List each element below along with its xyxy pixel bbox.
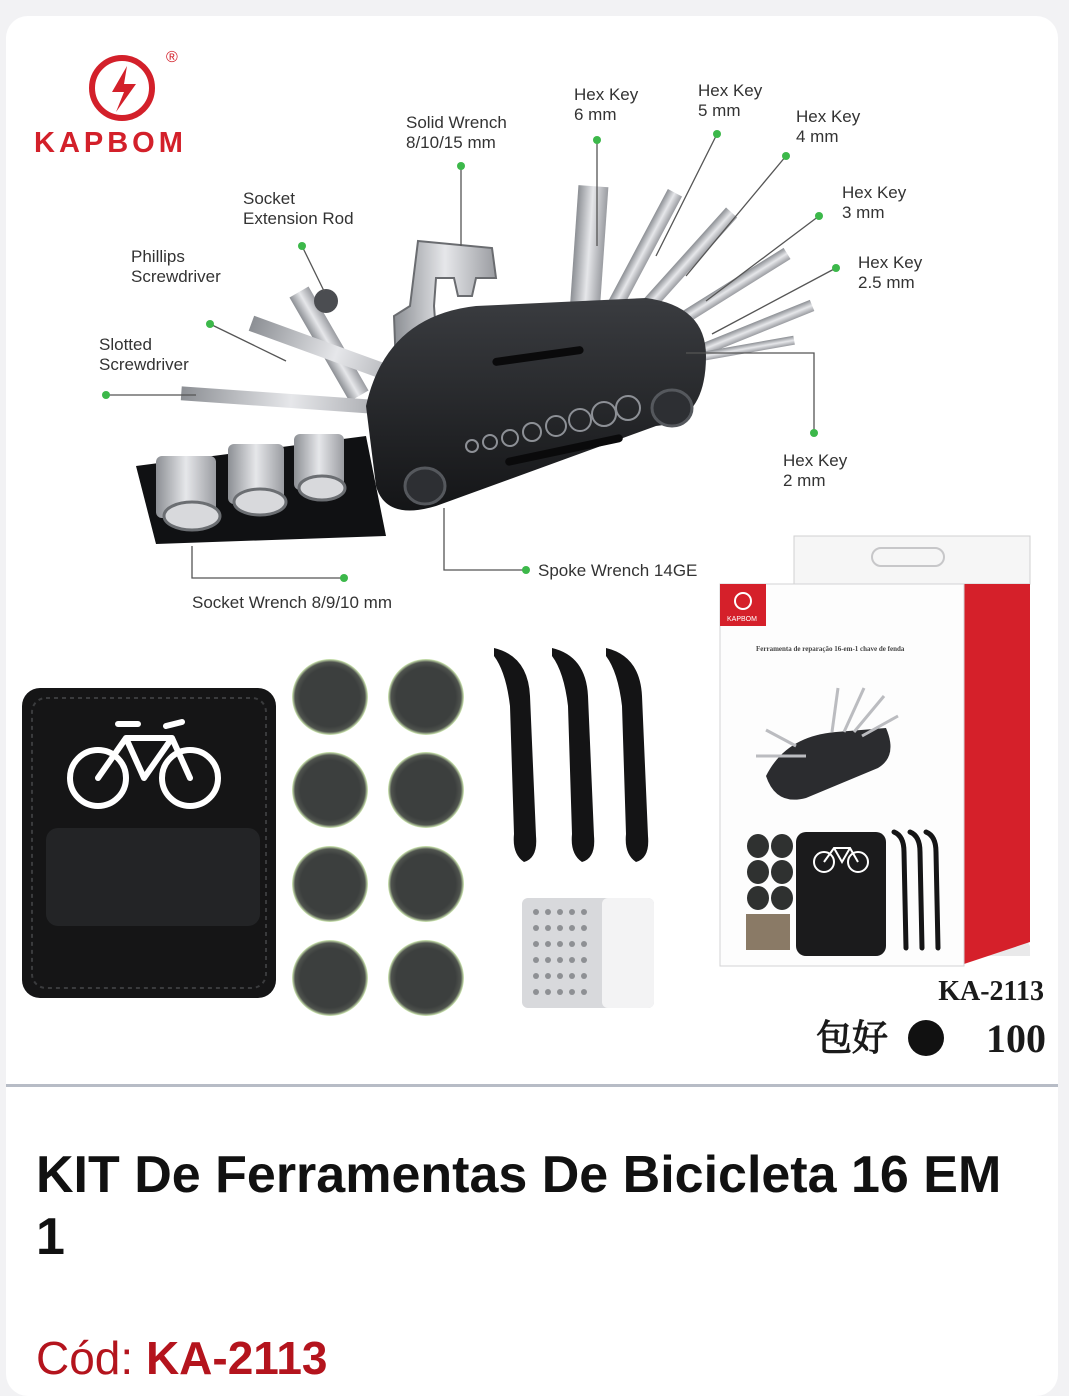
label-solid-wrench-size: 8/10/15 mm: [406, 133, 496, 152]
product-code-label: Cód:: [36, 1332, 134, 1384]
label-hex-3-title: Hex Key: [842, 183, 907, 202]
label-hex-3-size: 3 mm: [842, 203, 885, 222]
label-phillips-title: Phillips: [131, 247, 185, 266]
box-model-code: KA-2113: [938, 976, 1044, 1007]
label-hex-5-size: 5 mm: [698, 101, 741, 120]
label-hex-4-size: 4 mm: [796, 127, 839, 146]
product-card: [6, 16, 1058, 1396]
image-divider: [6, 1084, 1058, 1087]
multitool-illustration: [136, 185, 814, 544]
label-hex-6-title: Hex Key: [574, 85, 639, 104]
product-image[interactable]: [6, 16, 1058, 1078]
pack-chars: 包好: [816, 1017, 889, 1059]
label-slotted-sub: Screwdriver: [99, 355, 189, 374]
bullet-icon: [908, 1020, 944, 1056]
retail-box-illustration: [720, 536, 1030, 966]
label-hex-2-size: 2 mm: [783, 471, 826, 490]
label-phillips-sub: Screwdriver: [131, 267, 221, 286]
svg-text:KAPBOM: KAPBOM: [727, 616, 757, 623]
label-slotted-title: Slotted: [99, 335, 152, 354]
label-spoke-wrench: Spoke Wrench 14GE: [538, 561, 698, 580]
label-socket-wrench: Socket Wrench 8/9/10 mm: [192, 593, 392, 612]
scraper-illustration: [522, 898, 654, 1008]
brand-name: KAPBOM: [34, 127, 187, 159]
registered-mark: ®: [166, 49, 178, 66]
product-code: [36, 1330, 328, 1386]
pack-quantity: 100: [986, 1016, 1046, 1061]
brand-logo: [34, 49, 187, 159]
label-hex-2-title: Hex Key: [783, 451, 848, 470]
tire-levers-illustration: [494, 648, 648, 862]
product-code-value: KA-2113: [145, 1332, 328, 1384]
label-socket-ext-title: Socket: [243, 189, 295, 208]
label-hex-6-size: 6 mm: [574, 105, 617, 124]
label-hex-25-size: 2.5 mm: [858, 273, 915, 292]
pouch-illustration: [22, 688, 276, 998]
box-caption: Ferramenta de reparação 16-em-1 chave de fenda: [756, 645, 905, 653]
label-solid-wrench-title: Solid Wrench: [406, 113, 507, 132]
label-hex-4-title: Hex Key: [796, 107, 861, 126]
product-title: KIT De Ferramentas De Bicicleta 16 EM 1: [36, 1146, 1002, 1266]
label-hex-5-title: Hex Key: [698, 81, 763, 100]
patch-kit-illustration: [292, 659, 464, 1016]
label-hex-25-title: Hex Key: [858, 253, 923, 272]
label-socket-ext-sub: Extension Rod: [243, 209, 354, 228]
